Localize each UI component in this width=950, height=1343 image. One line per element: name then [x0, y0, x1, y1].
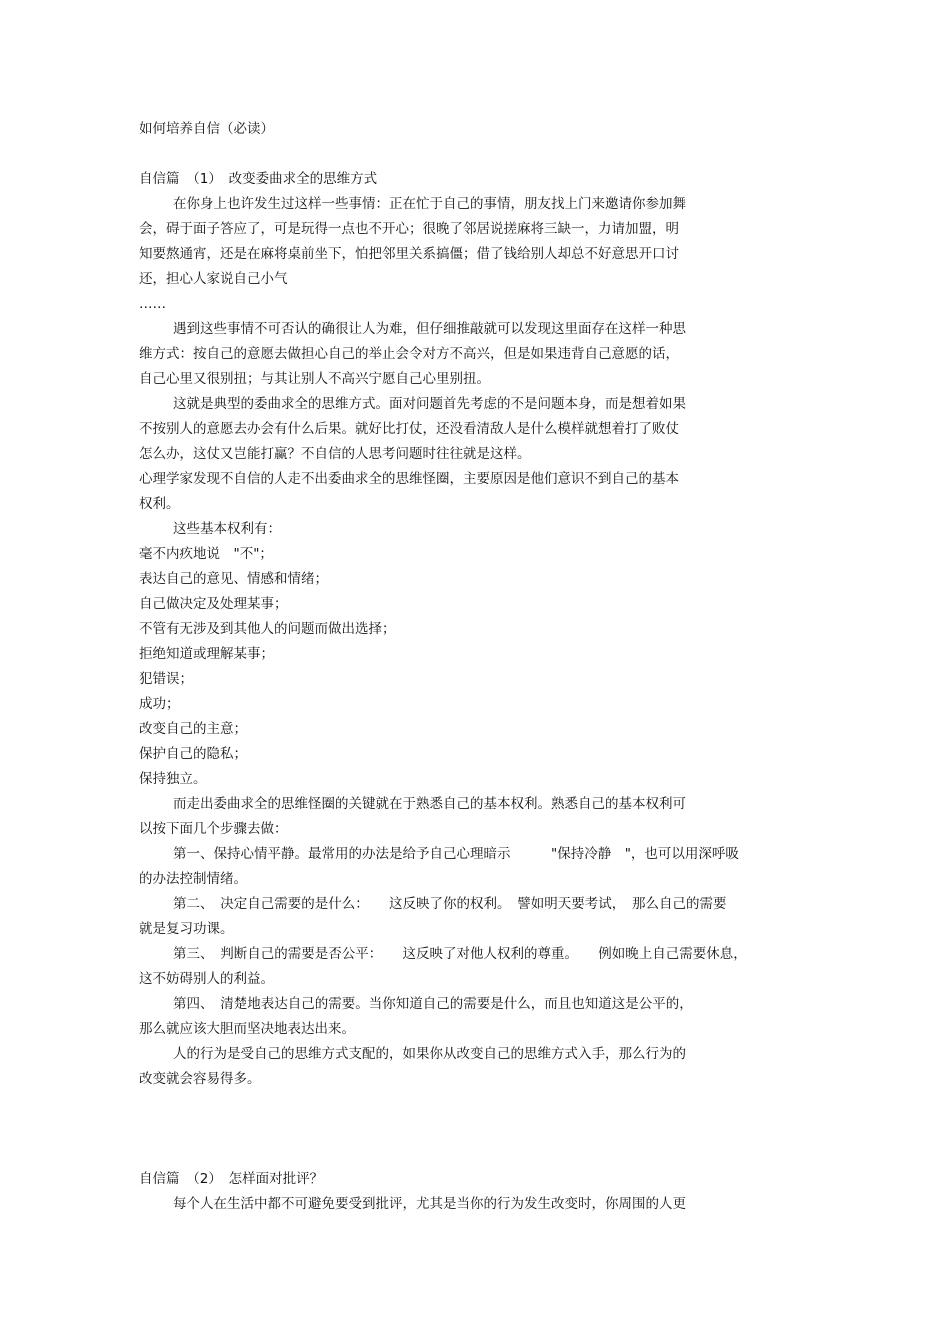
step-line: 就是复习功课。: [139, 921, 234, 937]
step-line: 的办法控制情绪。: [139, 871, 247, 887]
paragraph-line: 以按下面几个步骤去做：: [139, 821, 288, 837]
section-heading: 自信篇 （1） 改变委曲求全的思维方式: [139, 171, 378, 187]
paragraph-line: 而走出委曲求全的思维怪圈的关键就在于熟悉自己的基本权利。熟悉自己的基本权利可: [173, 796, 686, 812]
list-item: 毫不内疚地说 "不"；: [139, 546, 273, 562]
step-line: 那么就应该大胆而坚决地表达出来。: [139, 1021, 355, 1037]
list-item: 自己做决定及处理某事；: [139, 596, 288, 612]
paragraph-line: 在你身上也许发生过这样一些事情：正在忙于自己的事情，朋友找上门来邀请你参加舞: [173, 196, 686, 212]
paragraph-line: 这就是典型的委曲求全的思维方式。面对问题首先考虑的不是问题本身，而是想着如果: [173, 396, 686, 412]
paragraph-line: 改变就会容易得多。: [139, 1071, 261, 1087]
ellipsis: ……: [139, 296, 166, 312]
paragraph-line: 不按别人的意愿去办会有什么后果。就好比打仗，还没看清敌人是什么模样就想着打了败仗: [139, 421, 679, 437]
step-line: 第四、 清楚地表达自己的需要。当你知道自己的需要是什么，而且也知道这是公平的，: [173, 996, 693, 1012]
list-item: 改变自己的主意；: [139, 721, 247, 737]
step-line: 第二、 决定自己需要的是什么： 这反映了你的权利。 譬如明天要考试， 那么自己的需要: [173, 896, 727, 912]
paragraph-line: 人的行为是受自己的思维方式支配的，如果你从改变自己的思维方式入手，那么行为的: [173, 1046, 686, 1062]
list-item: 成功；: [139, 696, 180, 712]
rights-intro: 这些基本权利有：: [173, 521, 281, 537]
paragraph-line: 维方式：按自己的意愿去做担心自己的举止会令对方不高兴，但是如果违背自己意愿的话，: [139, 346, 679, 362]
list-item: 不管有无涉及到其他人的问题而做出选择；: [139, 621, 396, 637]
paragraph-line: 会，碍于面子答应了，可是玩得一点也不开心；很晚了邻居说搓麻将三缺一，力请加盟，明: [139, 221, 679, 237]
list-item: 犯错误；: [139, 671, 193, 687]
step-line: 第三、 判断自己的需要是否公平： 这反映了对他人权利的尊重。 例如晚上自己需要休息，: [173, 946, 747, 962]
document-title: 如何培养自信（必读）: [139, 121, 274, 137]
list-item: 保持独立。: [139, 771, 207, 787]
paragraph-line: 怎么办，这仗又岂能打赢？不自信的人思考问题时往往就是这样。: [139, 446, 531, 462]
step-line: 第一、保持心情平静。最常用的办法是给予自己心理暗示 "保持冷静 "，也可以用深呼吸: [173, 846, 739, 862]
paragraph-line: 还，担心人家说自己小气: [139, 271, 288, 287]
list-item: 保护自己的隐私；: [139, 746, 247, 762]
step-line: 这不妨碍别人的利益。: [139, 971, 274, 987]
paragraph-line: 知要熬通宵，还是在麻将桌前坐下，怕把邻里关系搞僵；借了钱给别人却总不好意思开口讨: [139, 246, 679, 262]
list-item: 表达自己的意见、情感和情绪；: [139, 571, 328, 587]
paragraph-line: 自己心里又很别扭；与其让别人不高兴宁愿自己心里别扭。: [139, 371, 490, 387]
paragraph-line: 权利。: [139, 496, 180, 512]
paragraph-line: 心理学家发现不自信的人走不出委曲求全的思维怪圈，主要原因是他们意识不到自己的基本: [139, 471, 679, 487]
paragraph-line: 遇到这些事情不可否认的确很让人为难，但仔细推敲就可以发现这里面存在这样一种思: [173, 321, 686, 337]
section-heading: 自信篇 （2） 怎样面对批评？: [139, 1171, 324, 1187]
paragraph-line: 每个人在生活中都不可避免要受到批评，尤其是当你的行为发生改变时，你周围的人更: [173, 1196, 686, 1212]
list-item: 拒绝知道或理解某事；: [139, 646, 274, 662]
